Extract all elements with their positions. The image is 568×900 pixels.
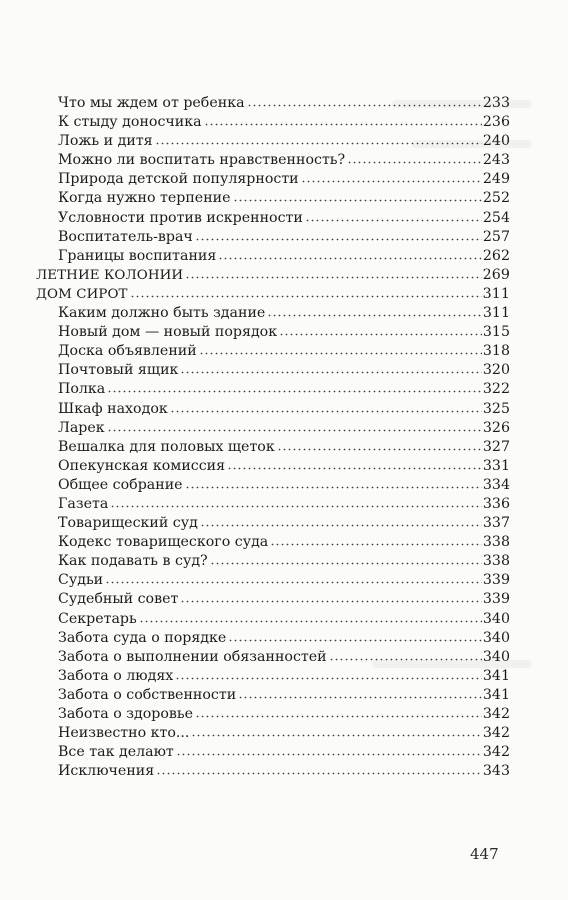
dot-leader <box>270 542 482 546</box>
toc-entry <box>36 189 510 208</box>
toc-entry-page: 343 <box>482 763 510 780</box>
toc-entry-title: Все так делают <box>58 744 174 761</box>
dot-leader <box>180 599 482 603</box>
toc-entry-title: Газета <box>58 495 109 512</box>
dot-leader <box>227 466 482 470</box>
toc-entry-page: 342 <box>482 744 510 761</box>
toc-entry-title: Исключения <box>58 763 155 780</box>
toc-entry <box>36 209 510 228</box>
toc-entry-title: Каким должно быть здание <box>58 305 266 322</box>
toc-entry <box>36 590 510 609</box>
toc-entry-title: Забота о собственности <box>58 686 237 703</box>
toc-entry <box>36 304 510 323</box>
toc-entry <box>36 724 510 743</box>
toc-entry-page: 325 <box>482 400 510 417</box>
toc-entry-title: Судьи <box>58 572 104 589</box>
toc-entry-page: 340 <box>482 629 510 646</box>
toc-entry-title: Забота о здоровье <box>58 706 193 722</box>
toc-entry-title: Условности против искренности <box>58 209 303 226</box>
toc-entry-title: Шкаф находок <box>58 400 168 417</box>
dot-leader <box>107 428 482 432</box>
toc-entry <box>36 705 510 724</box>
toc-entry-page: 233 <box>482 95 510 111</box>
toc-entry-page: 249 <box>482 171 510 188</box>
toc-entry <box>36 228 510 247</box>
dot-leader <box>191 733 481 737</box>
toc-entry-page: 341 <box>482 667 510 684</box>
dot-leader <box>139 619 482 623</box>
dot-leader <box>347 160 482 164</box>
dot-leader <box>247 103 482 107</box>
toc-entry-title: Забота о людях <box>58 667 174 684</box>
toc-entry-title: Как подавать в суд? <box>58 553 208 570</box>
toc-entry-page: 262 <box>482 247 510 264</box>
toc-entry-title: Границы воспитания <box>58 247 217 264</box>
toc-entry-title: К стыду доносчика <box>58 114 202 131</box>
toc-entry-title: Неизвестно кто... <box>58 725 190 742</box>
toc-entry <box>36 610 510 629</box>
dot-leader <box>238 695 482 699</box>
toc-entry-title: Общее собрание <box>58 476 183 493</box>
toc-entry <box>36 495 510 514</box>
dot-leader <box>210 561 482 565</box>
dot-leader <box>155 141 482 145</box>
toc-entry-page: 342 <box>482 706 510 722</box>
toc-entry <box>36 400 510 419</box>
toc-entry-page: 257 <box>482 228 510 245</box>
toc-entry <box>36 476 510 495</box>
toc-entry-title: Природа детской популярности <box>58 171 299 188</box>
toc-entry-page: 269 <box>482 266 510 283</box>
toc-entry-title: Можно ли воспитать нравственность? <box>58 152 346 169</box>
toc-entry <box>36 419 510 438</box>
toc-entry <box>36 438 510 457</box>
dot-leader <box>218 256 482 260</box>
toc-entry-page: 327 <box>482 438 510 455</box>
dot-leader <box>107 389 482 393</box>
dot-leader <box>200 523 482 527</box>
toc-entry-title: Товарищеский суд <box>58 515 198 532</box>
toc-entry <box>36 342 510 361</box>
page-number: 447 <box>470 845 499 863</box>
dot-leader <box>228 638 482 642</box>
toc-entry-title: Полка <box>58 381 106 398</box>
toc-entry-page: 252 <box>482 190 510 207</box>
toc-entry-page: 320 <box>482 362 510 379</box>
dot-leader <box>305 218 482 222</box>
toc-entry-page: 236 <box>482 114 510 131</box>
toc-entry-title: Секретарь <box>58 610 137 627</box>
toc-entry <box>36 113 510 132</box>
toc-entry-title: Забота суда о порядке <box>58 629 227 646</box>
toc-entry <box>36 762 510 781</box>
toc-entry-page: 336 <box>482 495 510 512</box>
toc-entry-page: 337 <box>482 515 510 532</box>
dot-leader <box>180 370 482 374</box>
toc-entry-page: 254 <box>482 209 510 226</box>
dot-leader <box>195 237 482 241</box>
toc-entry <box>36 648 510 667</box>
toc-entry <box>36 151 510 170</box>
dot-leader <box>185 485 482 489</box>
dot-leader <box>170 409 482 413</box>
toc-entry-title: Опекунская комиссия <box>58 457 226 474</box>
dot-leader <box>156 771 482 775</box>
toc-entry-title: Ларек <box>58 419 105 436</box>
toc-entry-page: 339 <box>482 591 510 608</box>
toc-entry <box>36 667 510 686</box>
dot-leader <box>175 676 482 680</box>
toc-entry-title: Доска объявлений <box>58 343 197 360</box>
toc-entry-page: 338 <box>482 534 510 551</box>
dot-leader <box>279 332 482 336</box>
toc-entry <box>36 361 510 380</box>
toc-entry-title: Почтовый ящик <box>58 362 179 379</box>
toc-entry <box>36 170 510 189</box>
dot-leader <box>199 351 482 355</box>
toc-entry <box>36 552 510 571</box>
dot-leader <box>110 504 482 508</box>
toc-entry <box>36 743 510 762</box>
toc-entry <box>36 323 510 342</box>
toc-entry-page: 339 <box>482 572 510 589</box>
dot-leader <box>267 313 482 317</box>
toc-section-heading <box>36 285 510 304</box>
toc-entry-page: 311 <box>482 285 510 302</box>
toc-entry-title: Кодекс товарищеского суда <box>58 534 269 551</box>
toc-entry <box>36 533 510 552</box>
toc-entry <box>36 514 510 533</box>
toc-entry <box>36 571 510 590</box>
dot-leader <box>130 294 482 298</box>
toc-section-heading <box>36 266 510 285</box>
toc-entry <box>36 457 510 476</box>
toc-entry-page: 340 <box>482 610 510 627</box>
toc-entry-title: Ложь и дитя <box>58 133 153 150</box>
toc-entry <box>36 94 510 113</box>
dot-leader <box>105 580 482 584</box>
toc-entry-title: Судебный совет <box>58 591 179 608</box>
dot-leader <box>195 714 482 718</box>
toc-entry-title: Когда нужно терпение <box>58 190 231 207</box>
dot-leader <box>301 179 482 183</box>
dot-leader <box>329 657 482 661</box>
dot-leader <box>185 275 481 279</box>
dot-leader <box>277 447 482 451</box>
dot-leader <box>176 752 482 756</box>
toc-entry-title: Новый дом — новый порядок <box>58 324 278 341</box>
toc-entry <box>36 380 510 399</box>
toc-entry-page: 338 <box>482 553 510 570</box>
dot-leader <box>204 122 482 126</box>
toc-entry-title: ДОМ СИРОТ <box>36 286 128 302</box>
toc-entry-page: 318 <box>482 343 510 360</box>
toc-entry-page: 311 <box>482 305 510 322</box>
toc-entry-page: 334 <box>482 476 510 493</box>
table-of-contents <box>36 94 510 781</box>
toc-entry <box>36 629 510 648</box>
toc-entry-title: Вешалка для половых щеток <box>58 438 275 455</box>
toc-entry-title: Что мы ждем от ребенка <box>58 95 245 111</box>
toc-entry-page: 243 <box>482 152 510 169</box>
toc-entry <box>36 686 510 705</box>
toc-entry-title: Воспитатель-врач <box>58 228 193 245</box>
dot-leader <box>233 198 482 202</box>
toc-entry-page: 315 <box>482 324 510 341</box>
toc-entry-page: 331 <box>482 457 510 474</box>
toc-entry-page: 322 <box>482 381 510 398</box>
toc-entry-page: 326 <box>482 419 510 436</box>
toc-entry-title: Забота о выполнении обязанностей <box>58 648 327 665</box>
toc-entry-page: 240 <box>482 133 510 150</box>
toc-entry <box>36 247 510 266</box>
toc-entry-page: 341 <box>482 686 510 703</box>
toc-entry-page: 342 <box>482 725 510 742</box>
toc-entry-title: ЛЕТНИЕ КОЛОНИИ <box>36 267 184 283</box>
toc-entry <box>36 132 510 151</box>
toc-entry-page: 340 <box>482 648 510 665</box>
